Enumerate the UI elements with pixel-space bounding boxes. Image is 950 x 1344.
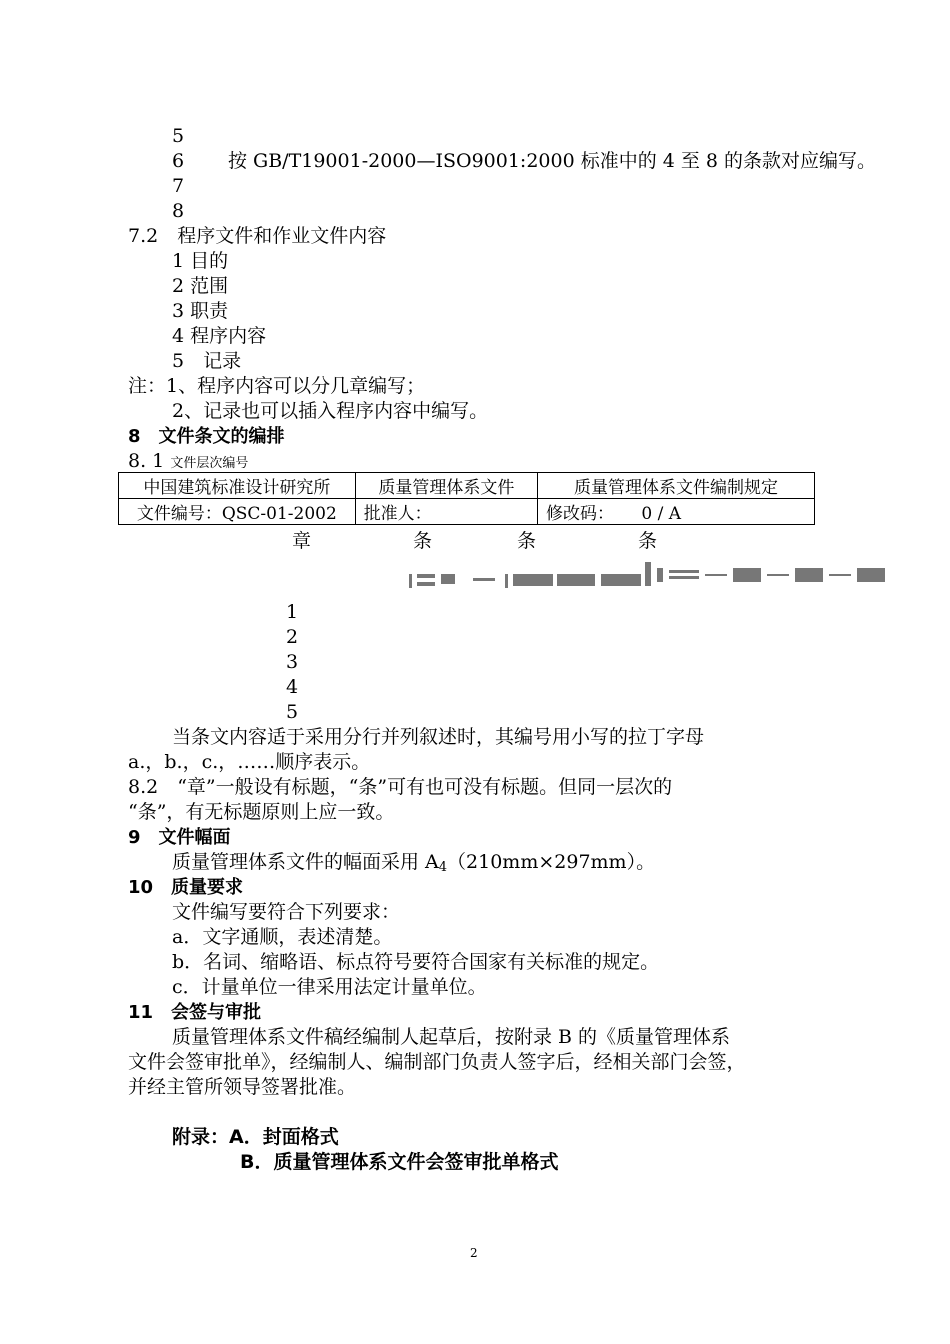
header-row-1 xyxy=(119,473,815,499)
section-11-line-2: 文件会签审批单》，经编制人、编制部门负责人签字后，经相关部门会签， xyxy=(128,1051,746,1073)
s72-item-3: 3 职责 xyxy=(172,300,229,322)
page-number: 2 xyxy=(470,1246,478,1260)
hierarchy-label-clause-1: 条 xyxy=(413,530,433,552)
section-8-2-line-2: “条”，有无标题原则上应一致。 xyxy=(128,801,395,823)
hierarchy-number-5: 5 xyxy=(286,701,299,723)
section-10-item-c: c．计量单位一律采用法定计量单位。 xyxy=(172,976,487,998)
section-9-title: 9 文件幅面 xyxy=(128,827,231,848)
section-9-text xyxy=(172,850,655,880)
s72-item-4: 4 程序内容 xyxy=(172,325,267,347)
header-doc-title-cell: 质量管理体系文件编制规定 xyxy=(537,473,814,499)
section-7-2-title: 7.2 程序文件和作业文件内容 xyxy=(128,225,387,247)
header-approver-cell: 批准人： xyxy=(355,499,537,525)
note-2: 2、记录也可以插入程序内容中编写。 xyxy=(172,400,489,422)
s9-text-post: （210mm×297mm）。 xyxy=(447,851,656,873)
list-para-line-1: 当条文内容适于采用分行并列叙述时，其编号用小写的拉丁字母 xyxy=(172,726,705,748)
s9-text-sub: 4 xyxy=(438,860,448,875)
header-doc-type-cell: 质量管理体系文件 xyxy=(355,473,537,499)
section-8-title: 8 文件条文的编排 xyxy=(128,426,285,447)
header-doc-number-cell: 文件编号：QSC-01-2002 xyxy=(119,499,356,525)
list-para-line-2: a.，b.，c.，……顺序表示。 xyxy=(128,751,371,773)
s81-number: 8. 1 xyxy=(128,450,165,472)
header-org-cell: 中国建筑标准设计研究所 xyxy=(119,473,356,499)
section-11-line-3: 并经主管所领导签署批准。 xyxy=(128,1076,357,1098)
section-8-2-line-1: 8.2 “章”一般设有标题，“条”可有也可没有标题。但同一层次的 xyxy=(128,776,673,798)
note-1: 注：1、程序内容可以分几章编写； xyxy=(128,375,426,397)
hierarchy-label-clause-3: 条 xyxy=(638,530,658,552)
header-row-2 xyxy=(119,499,815,525)
appendix-b: B．质量管理体系文件会签审批单格式 xyxy=(240,1151,559,1173)
header-revision-cell xyxy=(537,499,814,525)
revision-value: 0 / A xyxy=(641,504,682,524)
list-number-5: 5 xyxy=(172,125,185,147)
hierarchy-diagram-artifact xyxy=(405,560,890,590)
s9-text-pre: 质量管理体系文件的幅面采用 A xyxy=(172,851,439,873)
hierarchy-number-1: 1 xyxy=(286,601,299,623)
section-10-item-b: b．名词、缩略语、标点符号要符合国家有关标准的规定。 xyxy=(172,951,660,973)
appendix-a: 附录：A．封面格式 xyxy=(172,1126,339,1148)
hierarchy-label-chapter: 章 xyxy=(292,530,312,552)
hierarchy-number-2: 2 xyxy=(286,626,299,648)
section-11-title: 11 会签与审批 xyxy=(128,1002,262,1023)
document-header-table xyxy=(118,472,815,525)
s72-item-5: 5 记录 xyxy=(172,350,242,372)
s81-label: 文件层次编号 xyxy=(170,456,249,471)
hierarchy-number-4: 4 xyxy=(286,676,299,698)
section-10-intro: 文件编写要符合下列要求： xyxy=(172,901,401,923)
hierarchy-number-3: 3 xyxy=(286,651,299,673)
section-10-title: 10 质量要求 xyxy=(128,877,244,898)
s72-item-2: 2 范围 xyxy=(172,275,229,297)
section-11-line-1: 质量管理体系文件稿经编制人起草后，按附录 B 的《质量管理体系 xyxy=(172,1026,731,1048)
section-10-item-a: a．文字通顺，表述清楚。 xyxy=(172,926,393,948)
list-number-6: 6 xyxy=(172,150,185,172)
revision-label: 修改码： xyxy=(545,504,614,524)
list-number-7: 7 xyxy=(172,175,185,197)
list-number-8: 8 xyxy=(172,200,185,222)
s72-item-1: 1 目的 xyxy=(172,250,229,272)
hierarchy-label-clause-2: 条 xyxy=(517,530,537,552)
list-text-6: 按 GB/T19001-2000—ISO9001:2000 标准中的 4 至 8 的条款对应编写。 xyxy=(228,150,877,172)
